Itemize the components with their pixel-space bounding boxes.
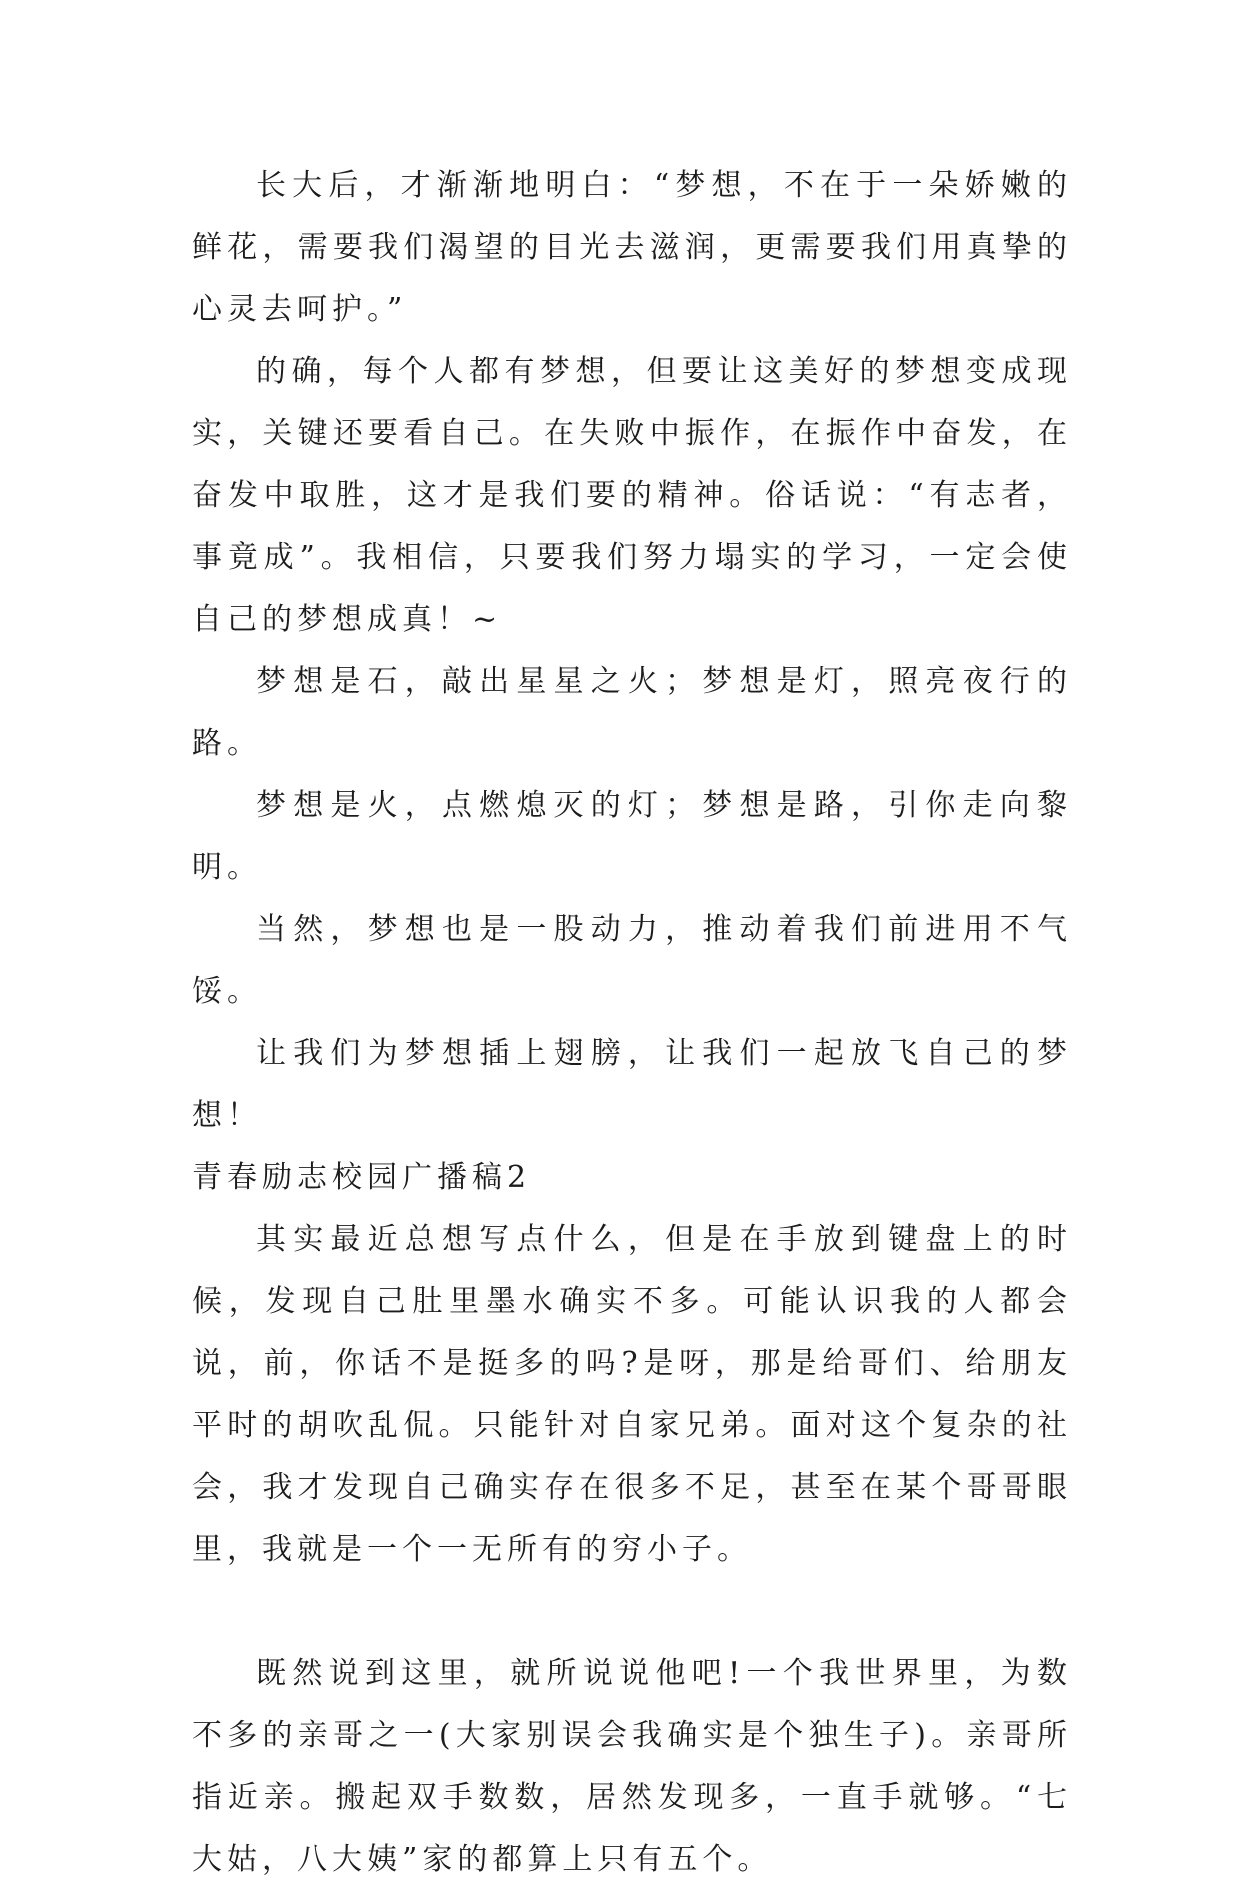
paragraph-brother: 既然说到这里，就所说说他吧!一个我世界里，为数不多的亲哥之一(大家别误会我确实是个独生子)。亲哥所指近亲。搬起双手数数，居然发现多，一直手就够。“七大姑，八大姨”家的都算上只有五个。 bbox=[192, 1656, 1072, 1877]
section-title: 青春励志校园广播稿2 bbox=[192, 1160, 532, 1195]
paragraph-dream-fire: 梦想是火，点燃熄灭的灯；梦想是路，引你走向黎明。 bbox=[192, 788, 1072, 885]
document-body bbox=[192, 155, 1072, 1891]
paragraph-writing: 其实最近总想写点什么，但是在手放到键盘上的时候，发现自己肚里墨水确实不多。可能认识我的人都会说，前，你话不是挺多的吗?是呀，那是给哥们、给朋友平时的胡吹乱侃。只能针对自家兄弟。面对这个复杂的社会，我才发现自己确实存在很多不足，甚至在某个哥哥眼里，我就是一个一无所有的穷小子。 bbox=[192, 1222, 1072, 1567]
paragraph-dream-reality: 的确，每个人都有梦想，但要让这美好的梦想变成现实，关键还要看自己。在失败中振作，在振作中奋发，在奋发中取胜，这才是我们要的精神。俗话说：“有志者，事竟成”。我相信，只要我们努力塌实的学习，一定会使自己的梦想成真！~ bbox=[192, 354, 1072, 637]
paragraph-dream-wings: 让我们为梦想插上翅膀，让我们一起放飞自己的梦想！ bbox=[192, 1036, 1072, 1133]
paragraph-dream-meaning: 长大后，才渐渐地明白：“梦想，不在于一朵娇嫩的鲜花，需要我们渴望的目光去滋润，更需要我们用真挚的心灵去呵护。” bbox=[192, 168, 1072, 327]
paragraph-dream-power: 当然，梦想也是一股动力，推动着我们前进用不气馁。 bbox=[192, 912, 1072, 1009]
paragraph-dream-stone: 梦想是石，敲出星星之火；梦想是灯，照亮夜行的路。 bbox=[192, 664, 1072, 761]
